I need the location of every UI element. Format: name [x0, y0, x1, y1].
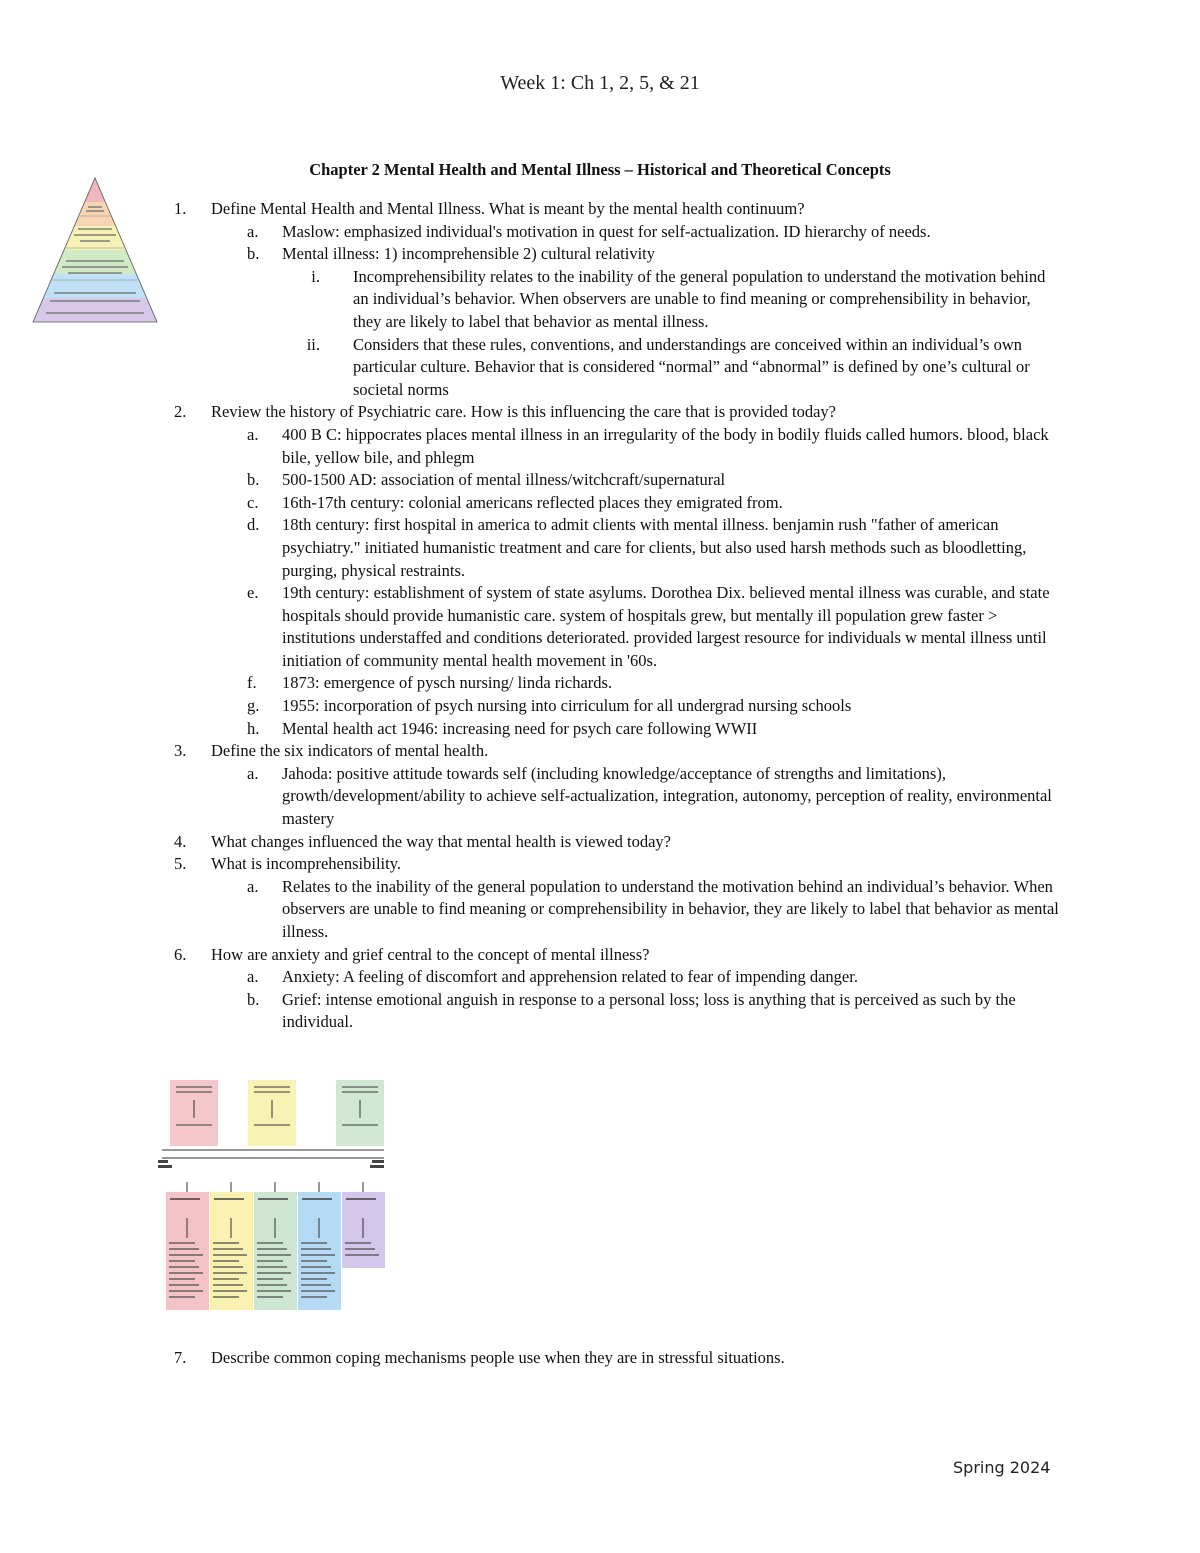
- answer-text: Anxiety: A feeling of discomfort and apprehension related to fear of impending danger.: [282, 967, 858, 987]
- question-7: [0, 1347, 1200, 1370]
- continuum-column-text-line: [301, 1266, 331, 1268]
- answer-text: Mental illness: 1) incomprehensible 2) cultural relativity: [282, 244, 655, 264]
- answer-text: Jahoda: positive attitude towards self (including knowledge/acceptance of strengths and limitations), growth/development/ability to achieve self-actualization, integration, autonomy, perception of reality, environmental mastery: [282, 763, 1052, 829]
- question-number: 7.: [174, 1348, 187, 1367]
- continuum-column-text-line: [345, 1242, 371, 1244]
- question-text: What is incomprehensibility.: [211, 854, 402, 874]
- continuum-column-text-line: [301, 1290, 335, 1292]
- question-item: [0, 853, 1071, 876]
- answer-letter: b.: [247, 244, 260, 264]
- mental-health-continuum-figure: [158, 1078, 390, 1320]
- question-item: [0, 401, 1071, 424]
- answer-item: [0, 243, 1062, 266]
- question-number: 4.: [174, 831, 187, 851]
- continuum-column-heading-line: [302, 1198, 332, 1200]
- question-item: [0, 831, 1071, 854]
- continuum-column-text-line: [169, 1290, 203, 1292]
- continuum-column: [166, 1192, 209, 1310]
- answer-item: [0, 695, 1062, 718]
- continuum-column-text-line: [213, 1242, 239, 1244]
- question-item: [0, 944, 1071, 967]
- question-number: 5.: [174, 854, 187, 874]
- continuum-column-text-line: [169, 1248, 199, 1250]
- answer-text: 1955: incorporation of psych nursing into cirriculum for all undergrad nursing schools: [282, 696, 852, 716]
- answer-item: [0, 514, 1062, 582]
- answer-item: [0, 492, 1062, 515]
- question-number: 6.: [174, 944, 187, 964]
- answer-text: Mental health act 1946: increasing need for psych care following WWII: [282, 718, 758, 738]
- continuum-column-text-line: [301, 1260, 327, 1262]
- question-text: Define Mental Health and Mental Illness. What is meant by the mental health continuum?: [211, 199, 805, 218]
- answer-letter: a.: [247, 876, 259, 896]
- continuum-column-text-line: [257, 1284, 287, 1286]
- sub-answer-item: [0, 334, 1061, 402]
- continuum-column-text-line: [345, 1254, 379, 1256]
- continuum-column-heading-line: [214, 1198, 244, 1200]
- answer-letter: g.: [247, 696, 260, 716]
- continuum-column-text-line: [169, 1260, 195, 1262]
- chapter-title: Chapter 2 Mental Health and Mental Illness – Historical and Theoretical Concepts: [309, 160, 891, 179]
- continuum-column-text-line: [257, 1254, 291, 1256]
- continuum-column-text-line: [169, 1266, 199, 1268]
- answer-item: [0, 718, 1062, 741]
- question-number: 3.: [174, 741, 187, 761]
- continuum-top-text-line: [176, 1086, 212, 1088]
- continuum-column-text-line: [213, 1278, 239, 1280]
- continuum-column-text-line: [257, 1296, 283, 1298]
- answer-item: [0, 582, 1062, 672]
- question-number: 2.: [174, 402, 187, 422]
- continuum-column-text-line: [257, 1272, 291, 1274]
- sub-answer-item: [0, 266, 1061, 334]
- answer-letter: a.: [247, 763, 259, 783]
- footer-term: Spring 2024: [953, 1458, 1051, 1477]
- question-text: What changes influenced the way that mental health is viewed today?: [211, 831, 671, 851]
- answer-item: [0, 469, 1062, 492]
- continuum-column-text-line: [169, 1284, 199, 1286]
- answer-text: 1873: emergence of pysch nursing/ linda richards.: [282, 673, 613, 693]
- answer-letter: f.: [247, 673, 257, 693]
- continuum-top-text-line: [342, 1124, 378, 1126]
- answer-letter: a.: [247, 967, 259, 987]
- continuum-column-text-line: [213, 1272, 247, 1274]
- sub-answer-text: Considers that these rules, conventions, and understandings are conceived within an individual’s own particular culture. Behavior that is considered “normal” and “abnormal” is defined by one’s cultural or societal norms: [353, 334, 1030, 399]
- answer-text: Grief: intense emotional anguish in response to a personal loss; loss is anything that is perceived as such by the individual.: [282, 989, 1016, 1032]
- continuum-graphic: [158, 1078, 390, 1320]
- question-text: Define the six indicators of mental health.: [211, 741, 489, 761]
- answer-text: 19th century: establishment of system of state asylums. Dorothea Dix. believed mental illness was curable, and state hospitals should provide humanistic care. system of hospitals grew, but mentally ill population grew faster > institutions understaffed and conditions deteriorated. provided largest resource for individuals w mental illness until initiation of community mental health movement in '60s.: [282, 583, 1050, 670]
- continuum-column-text-line: [257, 1260, 283, 1262]
- continuum-column-text-line: [301, 1272, 335, 1274]
- answer-item: [0, 424, 1062, 469]
- question-text: How are anxiety and grief central to the concept of mental illness?: [211, 944, 650, 964]
- question-text: Review the history of Psychiatric care. How is this influencing the care that is provided today?: [211, 402, 836, 422]
- continuum-column-text-line: [169, 1272, 203, 1274]
- continuum-column: [210, 1192, 253, 1310]
- answer-text: 18th century: first hospital in america to admit clients with mental illness. benjamin rush "father of american psychiatry." initiated humanistic treatment and care for clients, but also used harsh methods such as bloodletting, purging, physical restraints.: [282, 515, 1027, 580]
- answer-letter: a.: [247, 424, 259, 444]
- continuum-column-text-line: [301, 1296, 327, 1298]
- answer-letter: b.: [247, 470, 260, 490]
- answer-text: 400 B C: hippocrates places mental illness in an irregularity of the body in bodily fluids called humors. blood, black bile, yellow bile, and phlegm: [282, 424, 1049, 467]
- question-number: 1.: [174, 199, 187, 218]
- continuum-column-text-line: [345, 1248, 375, 1250]
- continuum-column-text-line: [301, 1284, 331, 1286]
- answer-item: [0, 966, 1062, 989]
- continuum-column-text-line: [169, 1278, 195, 1280]
- continuum-top-text-line: [342, 1086, 378, 1088]
- continuum-column-text-line: [213, 1266, 243, 1268]
- continuum-column-text-line: [213, 1296, 239, 1298]
- answer-letter: c.: [247, 492, 259, 512]
- continuum-top-text-line: [342, 1091, 378, 1093]
- answer-text: Relates to the inability of the general population to understand the motivation behind an individual’s behavior. When observers are unable to find meaning or comprehensibility in behavior, they are likely to label that behavior as mental illness.: [282, 876, 1059, 941]
- continuum-column-text-line: [169, 1296, 195, 1298]
- continuum-top-text-line: [254, 1086, 290, 1088]
- continuum-column-text-line: [257, 1290, 291, 1292]
- continuum-column-text-line: [257, 1242, 283, 1244]
- question-item: [0, 740, 1071, 763]
- continuum-column-text-line: [169, 1242, 195, 1244]
- continuum-top-text-line: [254, 1091, 290, 1093]
- continuum-column-heading-line: [346, 1198, 376, 1200]
- answer-text: Maslow: emphasized individual's motivation in quest for self-actualization. ID hierarchy of needs.: [282, 221, 931, 241]
- answer-item: [0, 989, 1062, 1034]
- answer-text: 16th-17th century: colonial americans reflected places they emigrated from.: [282, 492, 783, 512]
- answer-letter: e.: [247, 583, 259, 603]
- question-outline: [0, 198, 1200, 1034]
- answer-item: [0, 672, 1062, 695]
- continuum-top-text-line: [176, 1091, 212, 1093]
- continuum-column-text-line: [257, 1278, 283, 1280]
- continuum-column-text-line: [301, 1248, 331, 1250]
- continuum-top-text-line: [176, 1124, 212, 1126]
- continuum-column-text-line: [301, 1242, 327, 1244]
- continuum-column-text-line: [213, 1254, 247, 1256]
- continuum-column-text-line: [257, 1266, 287, 1268]
- continuum-column-text-line: [213, 1284, 243, 1286]
- answer-item: [0, 763, 1062, 831]
- question-text: Describe common coping mechanisms people use when they are in stressful situations.: [211, 1348, 785, 1367]
- question-item: [0, 198, 1071, 221]
- answer-letter: d.: [247, 515, 260, 535]
- answer-item: [0, 876, 1062, 944]
- answer-letter: a.: [247, 221, 259, 241]
- continuum-column-text-line: [213, 1248, 243, 1250]
- sub-answer-numeral: i.: [311, 266, 320, 286]
- continuum-column-text-line: [169, 1254, 203, 1256]
- answer-item: [0, 221, 1062, 244]
- continuum-column-heading-line: [170, 1198, 200, 1200]
- continuum-column-text-line: [301, 1278, 327, 1280]
- continuum-column-text-line: [257, 1248, 287, 1250]
- sub-answer-numeral: ii.: [306, 334, 320, 354]
- sub-answer-text: Incomprehensibility relates to the inability of the general population to understand the motivation behind an individual’s behavior. When observers are unable to find meaning or comprehensibility in behavior, they are likely to label that behavior as mental illness.: [353, 266, 1046, 331]
- continuum-column-heading-line: [258, 1198, 288, 1200]
- continuum-column-text-line: [301, 1254, 335, 1256]
- page-header: Week 1: Ch 1, 2, 5, & 21: [500, 72, 700, 94]
- continuum-column-text-line: [213, 1290, 247, 1292]
- continuum-top-text-line: [254, 1124, 290, 1126]
- continuum-column: [298, 1192, 341, 1310]
- answer-letter: b.: [247, 989, 260, 1009]
- continuum-column-text-line: [213, 1260, 239, 1262]
- answer-letter: h.: [247, 718, 260, 738]
- answer-text: 500-1500 AD: association of mental illness/witchcraft/supernatural: [282, 470, 726, 490]
- continuum-column: [254, 1192, 297, 1310]
